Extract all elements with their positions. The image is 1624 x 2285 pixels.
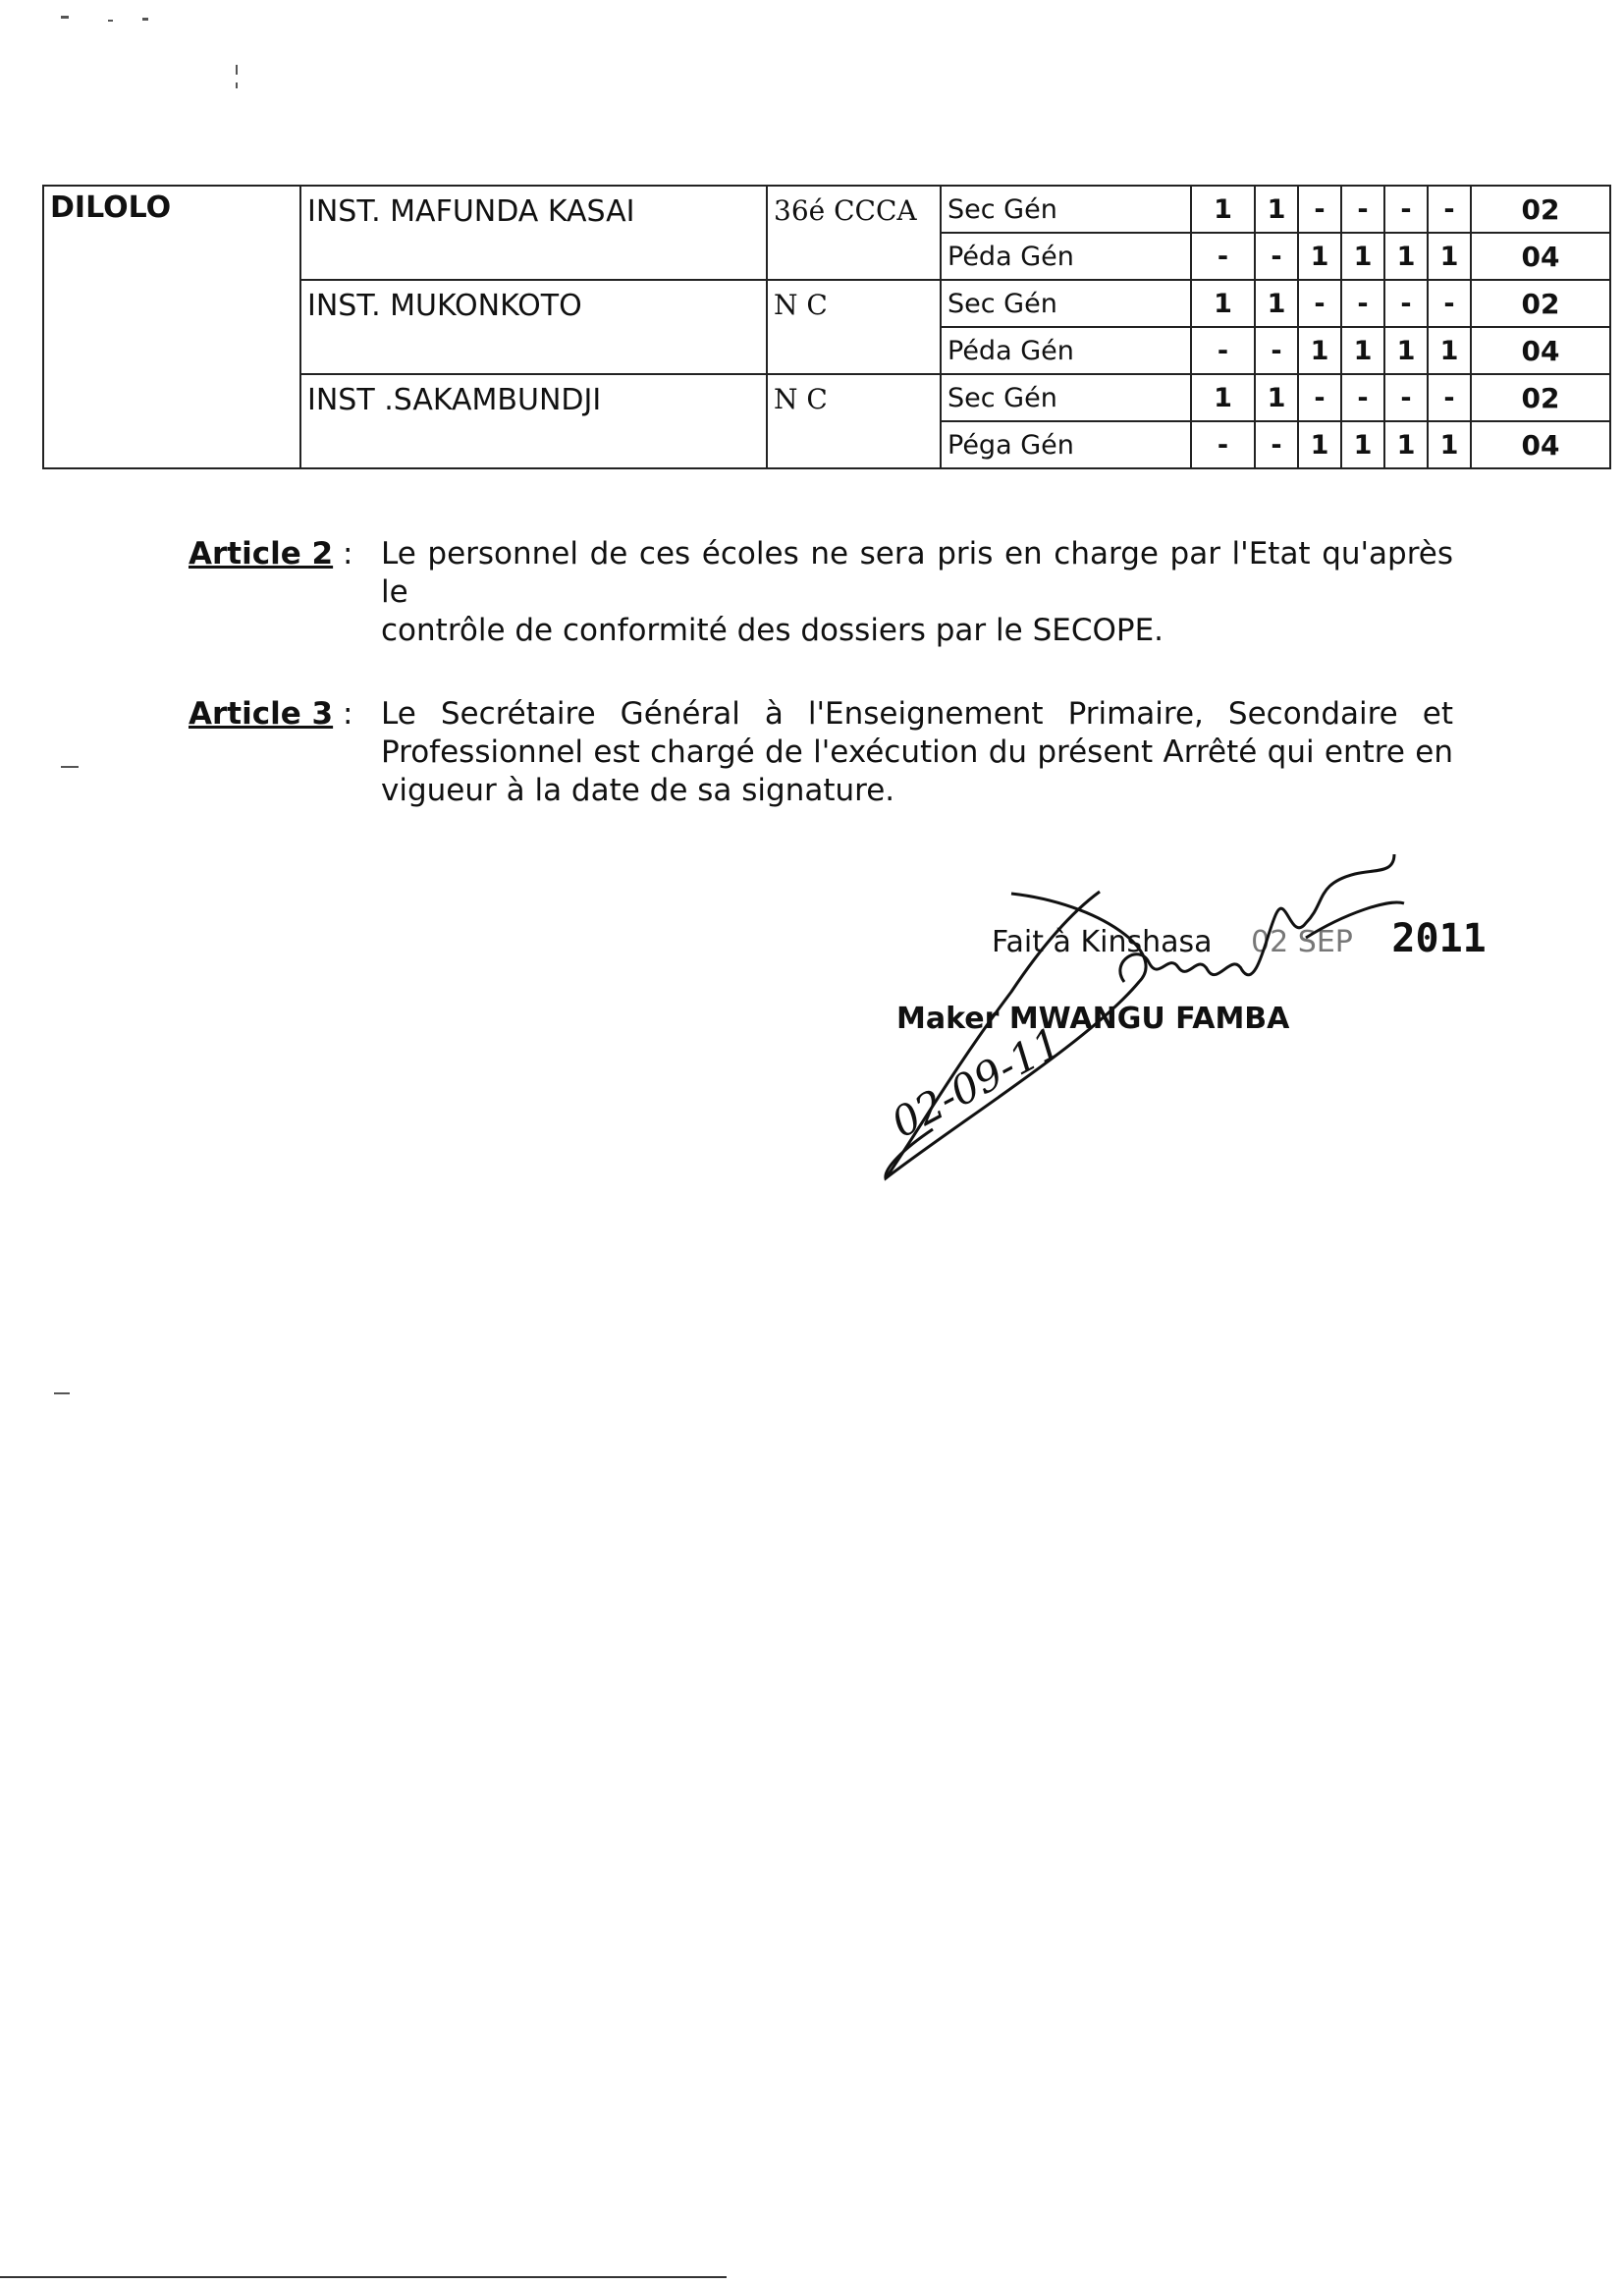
year-text: 2011 (1391, 916, 1487, 961)
class-count-cell: 1 (1191, 186, 1255, 233)
class-count-cell: 1 (1428, 233, 1471, 280)
status-cell: N C (767, 280, 941, 374)
class-count-cell: 1 (1428, 327, 1471, 374)
class-count-cell: 1 (1428, 421, 1471, 468)
class-count-cell: - (1384, 374, 1428, 421)
article-2-line: Le personnel de ces écoles ne sera pris en charge par l'Etat qu'après le (381, 536, 1453, 610)
bottom-rule (0, 2276, 727, 2278)
article-3-line: Professionnel est chargé de l'exécution du présent Arrêté qui entre en (381, 734, 1453, 770)
article-3-line: vigueur à la date de sa signature. (381, 773, 895, 808)
class-count-cell: - (1298, 280, 1341, 327)
article-3-label: Article 3 : (189, 696, 353, 732)
class-count-cell: - (1191, 421, 1255, 468)
total-cell: 04 (1471, 233, 1610, 280)
class-count-cell: 1 (1191, 280, 1255, 327)
class-count-cell: - (1428, 280, 1471, 327)
table-row (43, 186, 1610, 233)
class-count-cell: - (1428, 374, 1471, 421)
class-count-cell: 1 (1341, 421, 1384, 468)
class-count-cell: - (1384, 280, 1428, 327)
option-cell: Sec Gén (941, 280, 1191, 327)
class-count-cell: - (1298, 374, 1341, 421)
option-cell: Péda Gén (941, 233, 1191, 280)
class-count-cell: 1 (1255, 186, 1298, 233)
option-cell: Péda Gén (941, 327, 1191, 374)
class-count-cell: - (1255, 421, 1298, 468)
class-count-cell: - (1298, 186, 1341, 233)
class-count-cell: 1 (1341, 233, 1384, 280)
class-count-cell: - (1384, 186, 1428, 233)
class-count-cell: - (1255, 327, 1298, 374)
district-cell: DILOLO (43, 186, 300, 468)
article-3-line: Le Secrétaire Général à l'Enseignement Primaire, Secondaire et (381, 696, 1453, 732)
article-2-text (381, 535, 1453, 650)
status-cell: 36é CCCA (767, 186, 941, 280)
place-text: Fait à Kinshasa (992, 925, 1213, 959)
school-name-cell: INST .SAKAMBUNDJI (300, 374, 767, 468)
class-count-cell: - (1341, 186, 1384, 233)
class-count-cell: 1 (1298, 327, 1341, 374)
class-count-cell: 1 (1384, 421, 1428, 468)
class-count-cell: - (1341, 280, 1384, 327)
class-count-cell: 1 (1384, 327, 1428, 374)
class-count-cell: - (1341, 374, 1384, 421)
option-cell: Péga Gén (941, 421, 1191, 468)
date-stamp: 02 SEP (1251, 925, 1353, 959)
class-count-cell: - (1255, 233, 1298, 280)
article-2-line: contrôle de conformité des dossiers par le SECOPE. (381, 613, 1164, 648)
class-count-cell: - (1428, 186, 1471, 233)
class-count-cell: 1 (1191, 374, 1255, 421)
total-cell: 04 (1471, 327, 1610, 374)
class-count-cell: 1 (1255, 280, 1298, 327)
school-name-cell: INST. MUKONKOTO (300, 280, 767, 374)
total-cell: 02 (1471, 374, 1610, 421)
status-cell: N C (767, 374, 941, 468)
class-count-cell: 1 (1255, 374, 1298, 421)
school-name-cell: INST. MAFUNDA KASAI (300, 186, 767, 280)
option-cell: Sec Gén (941, 374, 1191, 421)
article-3-text (381, 695, 1453, 810)
article-2-label: Article 2 : (189, 536, 353, 571)
class-count-cell: 1 (1298, 233, 1341, 280)
handwritten-signature (844, 844, 1512, 1218)
total-cell: 04 (1471, 421, 1610, 468)
handwritten-date: 02-09-11 (884, 1017, 1070, 1148)
signatory-name: Maker MWANGU FAMBA (896, 1002, 1290, 1036)
class-count-cell: - (1191, 327, 1255, 374)
option-cell: Sec Gén (941, 186, 1191, 233)
class-count-cell: 1 (1341, 327, 1384, 374)
total-cell: 02 (1471, 280, 1610, 327)
class-count-cell: 1 (1298, 421, 1341, 468)
class-count-cell: 1 (1384, 233, 1428, 280)
total-cell: 02 (1471, 186, 1610, 233)
schools-table (42, 185, 1611, 469)
class-count-cell: - (1191, 233, 1255, 280)
